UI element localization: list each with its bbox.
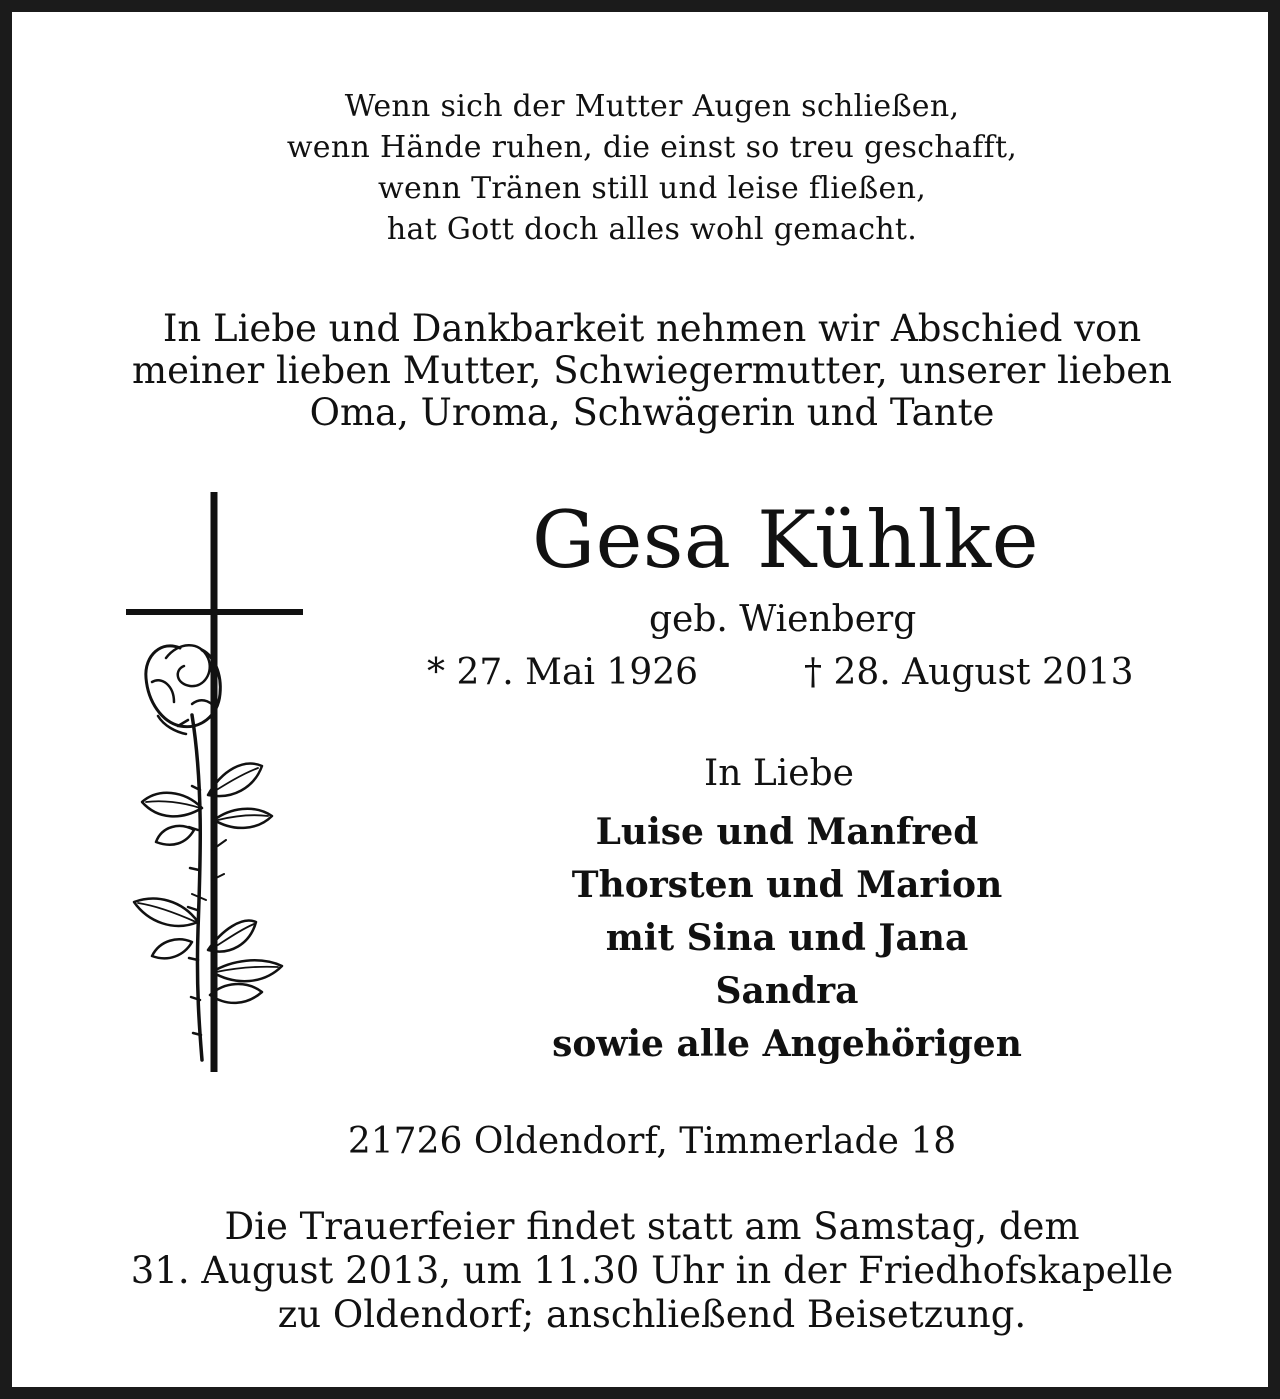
- poem-line: Wenn sich der Mutter Augen schließen,: [344, 89, 960, 124]
- mourner-name: Thorsten und Marion: [571, 864, 1003, 906]
- deceased-name: Gesa Kühlke: [532, 494, 1040, 586]
- mourners-heading: In Liebe: [704, 753, 854, 794]
- ceremony-line: Die Trauerfeier findet statt am Samstag, dem: [224, 1205, 1080, 1248]
- farewell-intro: [12, 308, 1280, 434]
- intro-line: meiner lieben Mutter, Schwiegermutter, unserer lieben: [131, 349, 1173, 392]
- mourner-name: sowie alle Angehörigen: [552, 1023, 1022, 1065]
- poem-line: wenn Hände ruhen, die einst so treu geschafft,: [286, 130, 1018, 165]
- ceremony-line: 31. August 2013, um 11.30 Uhr in der Friedhofskapelle: [130, 1249, 1174, 1292]
- ceremony-line: zu Oldendorf; anschließend Beisetzung.: [277, 1293, 1027, 1336]
- mourner-name: mit Sina und Jana: [605, 917, 969, 959]
- cross-with-rose-icon: [122, 490, 312, 1075]
- mourner-name: Luise und Manfred: [595, 811, 979, 853]
- intro-line: In Liebe und Dankbarkeit nehmen wir Abschied von: [162, 307, 1142, 350]
- death-date: † 28. August 2013: [804, 652, 1134, 693]
- mourner-name: Sandra: [715, 970, 859, 1012]
- intro-line: Oma, Uroma, Schwägerin und Tante: [309, 391, 995, 434]
- funeral-announcement: [12, 1205, 1280, 1337]
- mourners-list: [512, 806, 1062, 1071]
- family-address: 21726 Oldendorf, Timmerlade 18: [347, 1121, 957, 1162]
- memorial-poem: [12, 86, 1280, 250]
- maiden-name: geb. Wienberg: [649, 599, 917, 640]
- poem-line: hat Gott doch alles wohl gemacht.: [386, 212, 918, 247]
- birth-date: * 27. Mai 1926: [427, 652, 699, 693]
- poem-line: wenn Tränen still und leise fließen,: [377, 171, 927, 206]
